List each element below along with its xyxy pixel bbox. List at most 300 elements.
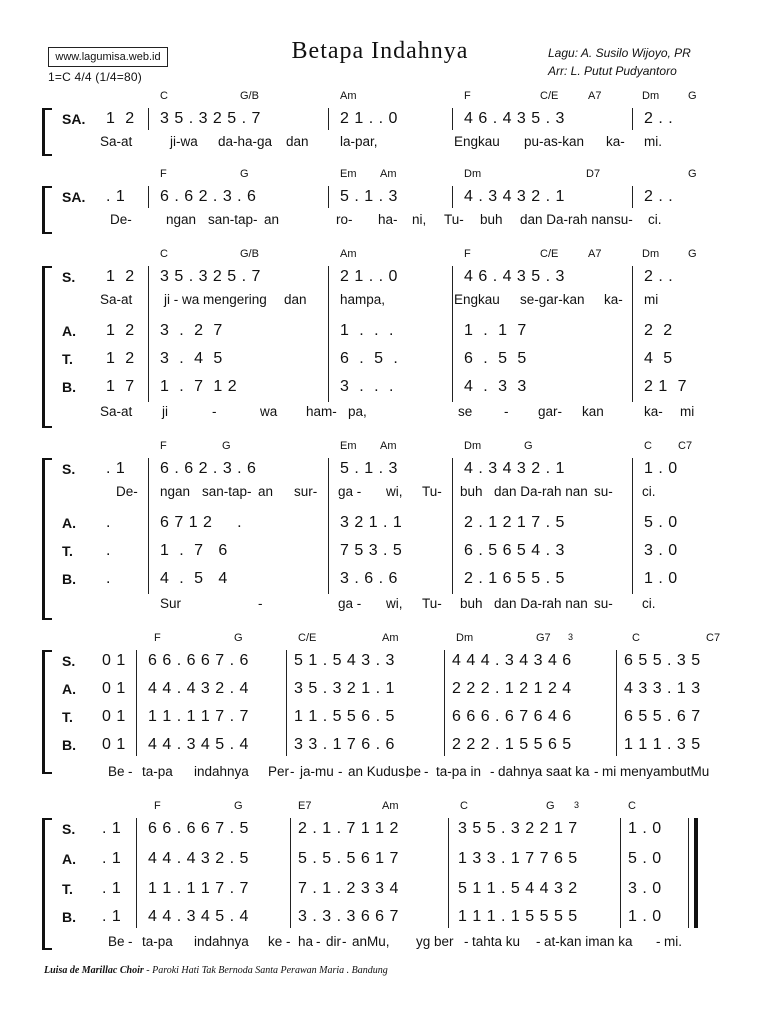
measure: 6 5 5 . 3 5	[624, 652, 701, 669]
system-1	[42, 90, 722, 160]
lyric-syllable: -	[490, 764, 495, 779]
chord: C	[632, 632, 640, 644]
chord: F	[154, 800, 161, 812]
measure: 3 . . .	[340, 378, 394, 395]
measure: 1 . 1 7	[464, 322, 527, 339]
measure: 4 4 4 . 3 4 3 4 6	[452, 652, 572, 669]
lyric-syllable: -	[504, 404, 509, 419]
lyric-syllable: Tu-	[422, 596, 442, 611]
lyric-line-soprano	[42, 292, 722, 310]
lyric-syllable: Engkau	[454, 134, 500, 149]
chord-line	[42, 168, 722, 184]
system-4	[42, 440, 722, 620]
lyric-line	[42, 934, 722, 952]
voice-label: S.	[62, 269, 76, 285]
voice-row-soprano	[42, 650, 722, 672]
chord: C	[160, 90, 168, 102]
lyric-syllable: -	[258, 596, 263, 611]
chord-line	[42, 632, 722, 648]
measure: 6 . 5 6 5 4 . 3	[464, 542, 565, 559]
chord: C	[644, 440, 652, 452]
voice-label: SA.	[62, 189, 86, 205]
measure: 1 1 . 1 1 7 . 7	[148, 708, 249, 725]
lyric-syllable: Tu-	[444, 212, 464, 227]
measure: 1 2	[106, 268, 135, 285]
chord: Dm	[464, 168, 482, 180]
measure: 4 . 3 4 3 2 . 1	[464, 188, 565, 205]
measure: 7 . 1 . 2 3 3 4	[298, 880, 399, 897]
lyric-syllable: dan	[286, 134, 309, 149]
lyric-syllable: san-tap-	[202, 484, 252, 499]
chord: Am	[382, 632, 399, 644]
lyric-syllable: ta-pa	[142, 764, 173, 779]
measure: 5 . 0	[628, 850, 662, 867]
chord: C7	[706, 632, 721, 644]
lyric-syllable: -	[424, 764, 429, 779]
chord-line	[42, 800, 722, 816]
barline	[328, 108, 329, 130]
voice-label: B.	[62, 909, 76, 925]
measure: 2 2 2 . 1 5 5 6 5	[452, 736, 572, 753]
lyric-syllable: mi.	[664, 934, 682, 949]
lyric-syllable: at-kan iman ka	[544, 934, 633, 949]
measure: . 1	[106, 460, 126, 477]
chord: Dm	[642, 248, 660, 260]
triplet-mark: 3	[568, 632, 574, 642]
lyric-syllable: ro-	[336, 212, 353, 227]
parish-name: - Paroki Hati Tak Bernoda Santa Perawan Maria . Bandung	[143, 965, 388, 976]
barline	[616, 650, 617, 756]
voice-label: SA.	[62, 111, 86, 127]
voice-row-tenor	[42, 706, 722, 728]
lyric-syllable: ka-	[644, 404, 663, 419]
voice-label: B.	[62, 737, 76, 753]
chord: Am	[340, 90, 357, 102]
measure: 5 . 0	[644, 514, 678, 531]
chord: G	[222, 440, 231, 452]
chord: Am	[340, 248, 357, 260]
chord: G7	[536, 632, 551, 644]
chord: Am	[380, 440, 397, 452]
lyric-syllable: an Kudus,	[348, 764, 409, 779]
lyric-syllable: ta-pa	[142, 934, 173, 949]
measure: .	[106, 542, 111, 559]
lyric-syllable: Be	[108, 934, 125, 949]
lyric-syllable: ci.	[648, 212, 662, 227]
lyric-syllable: an	[264, 212, 280, 227]
lyric-syllable: Per	[268, 764, 290, 779]
lyric-syllable: an	[258, 484, 274, 499]
chord: G	[234, 800, 243, 812]
voice-label: S.	[62, 653, 76, 669]
chord: F	[464, 248, 471, 260]
measure: 3 3 . 1 7 6 . 6	[294, 736, 395, 753]
measure: 1 7	[106, 378, 135, 395]
barline	[148, 108, 149, 130]
chord: Dm	[464, 440, 482, 452]
lyric-syllable: yg ber	[416, 934, 454, 949]
measure: 4 4 . 4 3 2 . 5	[148, 850, 249, 867]
chord: C7	[678, 440, 693, 452]
measure: . 1	[106, 188, 126, 205]
barline	[632, 108, 633, 130]
measure: 6 . 5 5	[464, 350, 527, 367]
chord-line	[42, 90, 722, 106]
chord: A7	[588, 248, 602, 260]
lyric-syllable: gar-	[538, 404, 563, 419]
chord: C	[160, 248, 168, 260]
chord: F	[160, 168, 167, 180]
system-2	[42, 168, 722, 238]
lyric-line	[42, 134, 722, 152]
lyric-syllable: De-	[110, 212, 132, 227]
barline	[632, 458, 633, 594]
system-6	[42, 800, 722, 958]
chord: G	[688, 168, 697, 180]
measure: 2 . 1 . 7 1 1 2	[298, 820, 399, 837]
barline	[452, 458, 453, 594]
measure: 6 . 6 2 . 3 . 6	[160, 188, 257, 205]
measure: 1 2	[106, 322, 135, 339]
lyric-syllable: wa	[260, 404, 278, 419]
measure: 1 1 1 . 3 5	[624, 736, 701, 753]
lyric-syllable: wi,	[386, 484, 403, 499]
lyric-line-lower	[42, 596, 722, 614]
barline	[286, 650, 287, 756]
measure: 3 5 . 3 2 1 . 1	[294, 680, 395, 697]
measure: 4 3 3 . 1 3	[624, 680, 701, 697]
measure: 4 . 3 3	[464, 378, 527, 395]
chord: G/B	[240, 248, 259, 260]
barline	[452, 186, 453, 208]
lyric-syllable: -	[290, 764, 295, 779]
voice-label: A.	[62, 515, 76, 531]
measure: 4 . 5 4	[160, 570, 228, 587]
lyric-syllable: mi	[680, 404, 695, 419]
measure: 2 1 . . 0	[340, 268, 398, 285]
lyric-syllable: Sa-at	[100, 292, 133, 307]
voice-row-soprano	[42, 266, 722, 288]
chord-line	[42, 440, 722, 456]
measure: 2 2	[644, 322, 673, 339]
lyric-syllable: -	[342, 934, 347, 949]
measure: 7 5 3 . 5	[340, 542, 403, 559]
measure: 5 . 1 . 3	[340, 460, 398, 477]
system-5	[42, 632, 722, 782]
measure: 0 1	[102, 736, 126, 753]
arranger: Arr: L. Putut Pudyantoro	[548, 64, 677, 78]
song-title: Betapa Indahnya	[291, 38, 469, 64]
voice-label: A.	[62, 681, 76, 697]
lyric-syllable: -	[656, 934, 661, 949]
voice-label: T.	[62, 543, 73, 559]
lyric-syllable: mi menyambutMu	[602, 764, 710, 779]
measure: 2 . 1 2 1 7 . 5	[464, 514, 565, 531]
lyric-syllable: ngan	[166, 212, 197, 227]
chord: G	[240, 168, 249, 180]
barline	[328, 266, 329, 402]
chord: Am	[380, 168, 397, 180]
voice-row-bass	[42, 376, 722, 398]
measure: 0 1	[102, 652, 126, 669]
triplet-mark: 3	[574, 800, 580, 810]
voice-row-sa	[42, 186, 722, 208]
measure: 1 . 7 6	[160, 542, 228, 559]
lyric-syllable: De-	[116, 484, 138, 499]
chord: Em	[340, 168, 357, 180]
voice-label: S.	[62, 821, 76, 837]
barline	[136, 818, 137, 928]
measure: 3 2 1 . 1	[340, 514, 403, 531]
measure: 4 4 . 3 4 5 . 4	[148, 736, 249, 753]
voice-label: A.	[62, 323, 76, 339]
measure: 6 6 6 . 6 7 6 4 6	[452, 708, 572, 725]
chord: G	[234, 632, 243, 644]
measure: 4 6 . 4 3 5 . 3	[464, 268, 565, 285]
measure: 6 6 . 6 6 7 . 6	[148, 652, 249, 669]
lyric-syllable: Sa-at	[100, 404, 133, 419]
lyric-syllable: dan Da-rah nan	[520, 212, 614, 227]
measure: 1 . 0	[644, 460, 678, 477]
voice-row-alto	[42, 320, 722, 342]
lyric-syllable: ci.	[642, 596, 656, 611]
measure: 3 . 0	[644, 542, 678, 559]
chord: Dm	[456, 632, 474, 644]
measure: 3 . 3 . 3 6 6 7	[298, 908, 399, 925]
chord: Em	[340, 440, 357, 452]
measure: 1 . 0	[628, 820, 662, 837]
chord: D7	[586, 168, 601, 180]
lyric-syllable: se	[458, 404, 473, 419]
lyric-syllable: -	[128, 764, 133, 779]
lyric-syllable: indahnya	[194, 764, 249, 779]
lyric-syllable: -	[286, 934, 291, 949]
lyric-syllable: -	[316, 934, 321, 949]
measure: .	[106, 514, 111, 531]
lyric-syllable: da-ha-ga	[218, 134, 273, 149]
footer	[44, 965, 388, 976]
measure: 5 . 5 . 5 6 1 7	[298, 850, 399, 867]
lyric-syllable: anMu,	[352, 934, 390, 949]
voice-label: S.	[62, 461, 76, 477]
measure: . 1	[102, 908, 122, 925]
lyric-line	[42, 764, 722, 782]
lyric-syllable: dahnya saat ka	[498, 764, 590, 779]
lyric-syllable: -	[338, 764, 343, 779]
measure: 5 1 . 5 4 3 . 3	[294, 652, 395, 669]
measure: 5 . 1 . 3	[340, 188, 398, 205]
measure: 2 . .	[644, 188, 674, 205]
measure: . 1	[102, 880, 122, 897]
lyric-syllable: ni,	[412, 212, 427, 227]
barline	[444, 650, 445, 756]
measure: 6 5 5 . 6 7	[624, 708, 701, 725]
lyric-syllable: hampa,	[340, 292, 386, 307]
barline	[148, 266, 149, 402]
chord: G	[688, 90, 697, 102]
lyric-syllable: ha	[298, 934, 314, 949]
measure: .	[106, 570, 111, 587]
lyric-syllable: pu-as-kan	[524, 134, 585, 149]
lyric-syllable: Sur	[160, 596, 182, 611]
composer: Lagu: A. Susilo Wijoyo, PR	[548, 46, 691, 60]
measure: 3 . 2 7	[160, 322, 223, 339]
lyric-syllable: dir	[326, 934, 342, 949]
measure: 1 1 1 . 1 5 5 5 5	[458, 908, 578, 925]
measure: 3 5 . 3 2 5 . 7	[160, 110, 261, 127]
barline	[688, 818, 689, 928]
voice-row-alto	[42, 512, 722, 534]
lyric-syllable: -	[536, 934, 541, 949]
measure: 3 . 6 . 6	[340, 570, 398, 587]
measure: 1 . . .	[340, 322, 394, 339]
lyric-syllable: dan Da-rah nan	[494, 484, 588, 499]
lyric-line-lower	[42, 404, 722, 422]
system-3	[42, 248, 722, 428]
lyric-syllable: -	[128, 934, 133, 949]
chord: F	[160, 440, 167, 452]
lyric-syllable: Be	[108, 764, 125, 779]
voice-row-alto	[42, 678, 722, 700]
measure: 2 2 2 . 1 2 1 2 4	[452, 680, 572, 697]
measure: . 1	[102, 820, 122, 837]
chord: G/B	[240, 90, 259, 102]
lyric-syllable: ka-	[604, 292, 623, 307]
voice-label: T.	[62, 881, 73, 897]
measure: 4 6 . 4 3 5 . 3	[464, 110, 565, 127]
choir-name: Luisa de Marillac Choir	[44, 965, 144, 976]
lyric-syllable: ga -	[338, 596, 362, 611]
chord-line	[42, 248, 722, 264]
lyric-syllable: ga -	[338, 484, 362, 499]
measure: 1 . 0	[628, 908, 662, 925]
measure: 1 3 3 . 1 7 7 6 5	[458, 850, 578, 867]
measure: 6 . 5 .	[340, 350, 399, 367]
barline	[452, 266, 453, 402]
chord: A7	[588, 90, 602, 102]
measure: 1 2	[106, 110, 135, 127]
barline	[136, 650, 137, 756]
barline	[452, 108, 453, 130]
measure: 0 1	[102, 708, 126, 725]
lyric-syllable: se-gar-kan	[520, 292, 585, 307]
voice-label: A.	[62, 851, 76, 867]
lyric-syllable: ji	[162, 404, 168, 419]
voice-row-bass	[42, 568, 722, 590]
lyric-syllable: buh	[460, 596, 483, 611]
lyric-syllable: buh	[480, 212, 503, 227]
voice-row-soprano	[42, 458, 722, 480]
lyric-syllable: -	[594, 764, 599, 779]
measure: 1 1 . 1 1 7 . 7	[148, 880, 249, 897]
final-barline	[694, 818, 698, 928]
chord: G	[524, 440, 533, 452]
measure: 3 5 . 3 2 5 . 7	[160, 268, 261, 285]
lyric-syllable: ja-mu	[300, 764, 334, 779]
lyric-syllable: sur-	[294, 484, 318, 499]
lyric-syllable: ka-	[606, 134, 625, 149]
measure: 4 4 . 4 3 2 . 4	[148, 680, 249, 697]
barline	[632, 186, 633, 208]
lyric-syllable: Tu-	[422, 484, 442, 499]
lyric-syllable: tahta ku	[472, 934, 521, 949]
measure: 4 5	[644, 350, 673, 367]
measure: 6 7 1 2 .	[160, 514, 243, 531]
measure: 3 5 5 . 3 2 2 1 7	[458, 820, 578, 837]
chord: G	[546, 800, 555, 812]
chord: C/E	[298, 632, 317, 644]
lyric-syllable: ci.	[642, 484, 656, 499]
lyric-syllable: dan	[284, 292, 307, 307]
barline	[148, 186, 149, 208]
voice-row-tenor	[42, 540, 722, 562]
lyric-syllable: Engkau	[454, 292, 500, 307]
lyric-syllable: ji - wa mengering	[164, 292, 267, 307]
lyric-syllable: be	[406, 764, 422, 779]
measure: 4 4 . 3 4 5 . 4	[148, 908, 249, 925]
barline	[328, 186, 329, 208]
lyric-syllable: su-	[594, 484, 613, 499]
voice-row-sa	[42, 108, 722, 130]
measure: 3 . 4 5	[160, 350, 223, 367]
key-time-tempo: 1=C 4/4 (1/4=80)	[48, 70, 142, 84]
lyric-syllable: Sa-at	[100, 134, 133, 149]
lyric-syllable: mi.	[644, 134, 662, 149]
chord: E7	[298, 800, 312, 812]
measure: 1 . 7 1 2	[160, 378, 238, 395]
measure: 2 1 . . 0	[340, 110, 398, 127]
measure: 6 6 . 6 6 7 . 5	[148, 820, 249, 837]
chord: Dm	[642, 90, 660, 102]
measure: 6 . 6 2 . 3 . 6	[160, 460, 257, 477]
voice-row-bass	[42, 734, 722, 756]
lyric-syllable: pa,	[348, 404, 367, 419]
measure: 5 1 1 . 5 4 4 3 2	[458, 880, 578, 897]
lyric-syllable: buh	[460, 484, 483, 499]
lyric-syllable: -	[464, 934, 469, 949]
barline	[632, 266, 633, 402]
measure: 3 . 0	[628, 880, 662, 897]
chord: G	[688, 248, 697, 260]
measure: 1 2	[106, 350, 135, 367]
chord: C	[460, 800, 468, 812]
website-label: www.lagumisa.web.id	[48, 47, 168, 67]
chord: Am	[382, 800, 399, 812]
chord: F	[464, 90, 471, 102]
voice-label: T.	[62, 351, 73, 367]
voice-label: B.	[62, 379, 76, 395]
lyric-syllable: -	[212, 404, 217, 419]
lyric-syllable: san-tap-	[208, 212, 258, 227]
measure: . 1	[102, 850, 122, 867]
barline	[448, 818, 449, 928]
voice-row-tenor	[42, 348, 722, 370]
measure: 2 . 1 6 5 5 . 5	[464, 570, 565, 587]
lyric-syllable: ha-	[378, 212, 398, 227]
chord: C/E	[540, 90, 559, 102]
lyric-syllable: ke	[268, 934, 283, 949]
measure: 4 . 3 4 3 2 . 1	[464, 460, 565, 477]
measure: 0 1	[102, 680, 126, 697]
lyric-syllable: su-	[614, 212, 633, 227]
barline	[620, 818, 621, 928]
lyric-line-soprano	[42, 484, 722, 502]
lyric-syllable: la-par,	[340, 134, 378, 149]
measure: 2 1 7	[644, 378, 688, 395]
lyric-syllable: indahnya	[194, 934, 249, 949]
credits	[548, 44, 691, 80]
lyric-syllable: kan	[582, 404, 604, 419]
